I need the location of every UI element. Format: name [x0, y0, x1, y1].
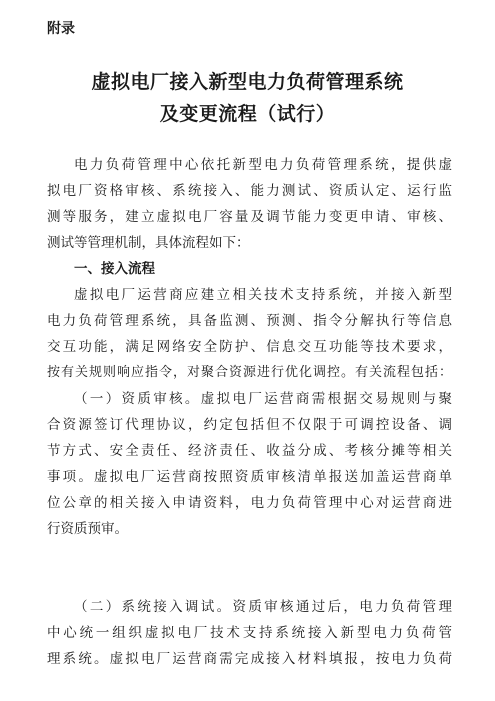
intro-line: 电力负荷管理中心依托新型电力负荷管理系统，提供虚 [74, 157, 452, 173]
intro-line: 拟电厂资格审核、系统接入、能力测试、资质认定、运行监 [47, 183, 452, 199]
section1-paragraph [47, 282, 452, 386]
intro-line: 测等服务，建立虚拟电厂容量及调节能力变更申请、审核、 [47, 209, 452, 225]
section1-block [47, 256, 452, 282]
item2-paragraph [47, 594, 452, 672]
section1-line: 按有关规则响应指令，对聚合资源进行优化调控。有关流程包括： [47, 365, 452, 380]
section1-heading: 一、接入流程 [74, 261, 155, 277]
item1-line: （一）资质审核。虚拟电厂运营商需根据交易规则与聚 [74, 391, 452, 407]
section1-line: 交互功能，满足网络安全防护、信息交互功能等技术要求， [47, 339, 452, 355]
appendix-label: 附录 [47, 21, 75, 37]
item1-line: 事项。虚拟电厂运营商按照资质审核清单报送加盖运营商单 [47, 469, 452, 485]
document-title-line-2: 及变更流程（试行） [159, 103, 336, 125]
item1-line: 位公章的相关接入申请资料，电力负荷管理中心对运营商进 [47, 495, 452, 511]
intro-line: 测试等管理机制，具体流程如下： [47, 235, 250, 251]
section1-line: 虚拟电厂运营商应建立相关技术支持系统，并接入新型 [74, 287, 452, 303]
intro-paragraph [47, 152, 452, 256]
item1-line: 合资源签订代理协议，约定包括但不仅限于可调控设备、调 [47, 417, 452, 433]
item2-line: 理系统。虚拟电厂运营商需完成接入材料填报，按电力负荷 [47, 651, 452, 667]
item1-line: 节方式、安全责任、经济责任、收益分成、考核分摊等相关 [47, 443, 452, 459]
item2-line: 中心统一组织虚拟电厂技术支持系统接入新型电力负荷管 [47, 625, 452, 641]
document-title-line-1: 虚拟电厂接入新型电力负荷管理系统 [91, 71, 404, 93]
item1-line: 行资质预审。 [47, 521, 128, 537]
section1-line: 电力负荷管理系统，具备监测、预测、指令分解执行等信息 [47, 313, 452, 329]
item1-paragraph [47, 386, 452, 542]
item2-line: （二）系统接入调试。资质审核通过后，电力负荷管理 [74, 599, 452, 615]
